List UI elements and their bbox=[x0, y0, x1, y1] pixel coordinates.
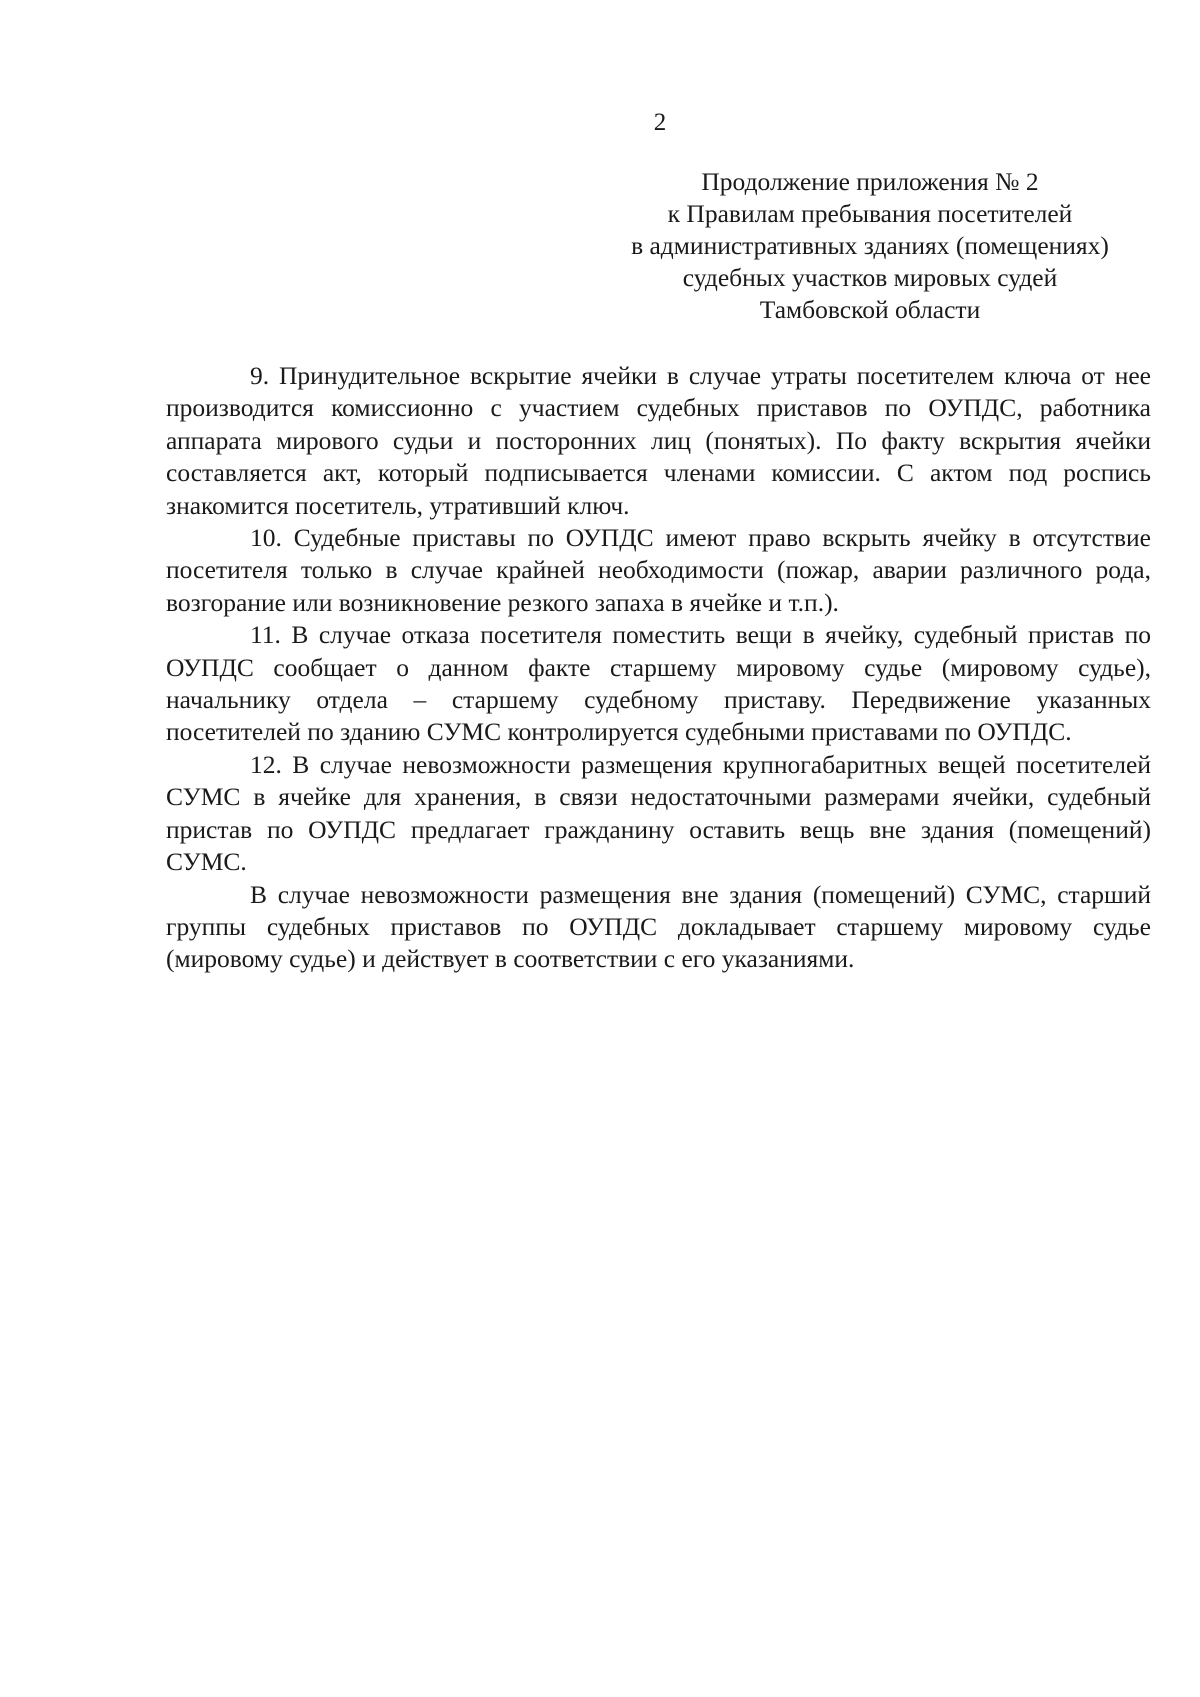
annex-header-line: в административных зданиях (помещениях) bbox=[631, 231, 1109, 260]
document-body bbox=[166, 360, 1151, 976]
paragraph-10: 10. Судебные приставы по ОУПДС имеют право вскрыть ячейку в отсутствие посетителя только в случае крайней необходимости (пожар, аварии различного рода, возгорание или возникновение резкого запаха в ячейке и т.п.). bbox=[166, 523, 1151, 617]
paragraph-9: 9. Принудительное вскрытие ячейки в случае утраты посетителем ключа от нее производится комиссионно с участием судебных приставов по ОУПДС, работника аппарата мирового судьи и посторонних лиц (понятых). По факту вскрытия ячейки составляется акт, который подписывается членами комиссии. С актом под роспись знакомится посетитель, утративший ключ. bbox=[166, 361, 1151, 520]
annex-header-line: к Правилам пребывания посетителей bbox=[667, 199, 1073, 228]
annex-header-line: Продолжение приложения № 2 bbox=[701, 167, 1039, 196]
annex-header-line: Тамбовской области bbox=[759, 295, 981, 324]
annex-header bbox=[610, 166, 1130, 326]
paragraph-12-continuation: В случае невозможности размещения вне здания (помещений) СУМС, старший группы судебных приставов по ОУПДС докладывает старшему мировому судье (мировому судье) и действует в соответствии с его указаниями. bbox=[166, 879, 1151, 974]
page-number: 2 bbox=[653, 109, 667, 136]
paragraph-11: 11. В случае отказа посетителя поместить вещи в ячейку, судебный пристав по ОУПДС сообщает о данном факте старшему мировому судье (мировому судье), начальнику отдела – старшему судебному приставу. Передвижение указанных посетителей по зданию СУМС контролируется судебными приставами по ОУПДС. bbox=[166, 620, 1151, 747]
annex-header-line: судебных участков мировых судей bbox=[682, 263, 1058, 292]
paragraph-12: 12. В случае невозможности размещения крупногабаритных вещей посетителей СУМС в ячейке для хранения, в связи недостаточными размерами ячейки, судебный пристав по ОУПДС предлагает гражданину оставить вещь вне здания (помещений) СУМС. bbox=[166, 749, 1151, 877]
